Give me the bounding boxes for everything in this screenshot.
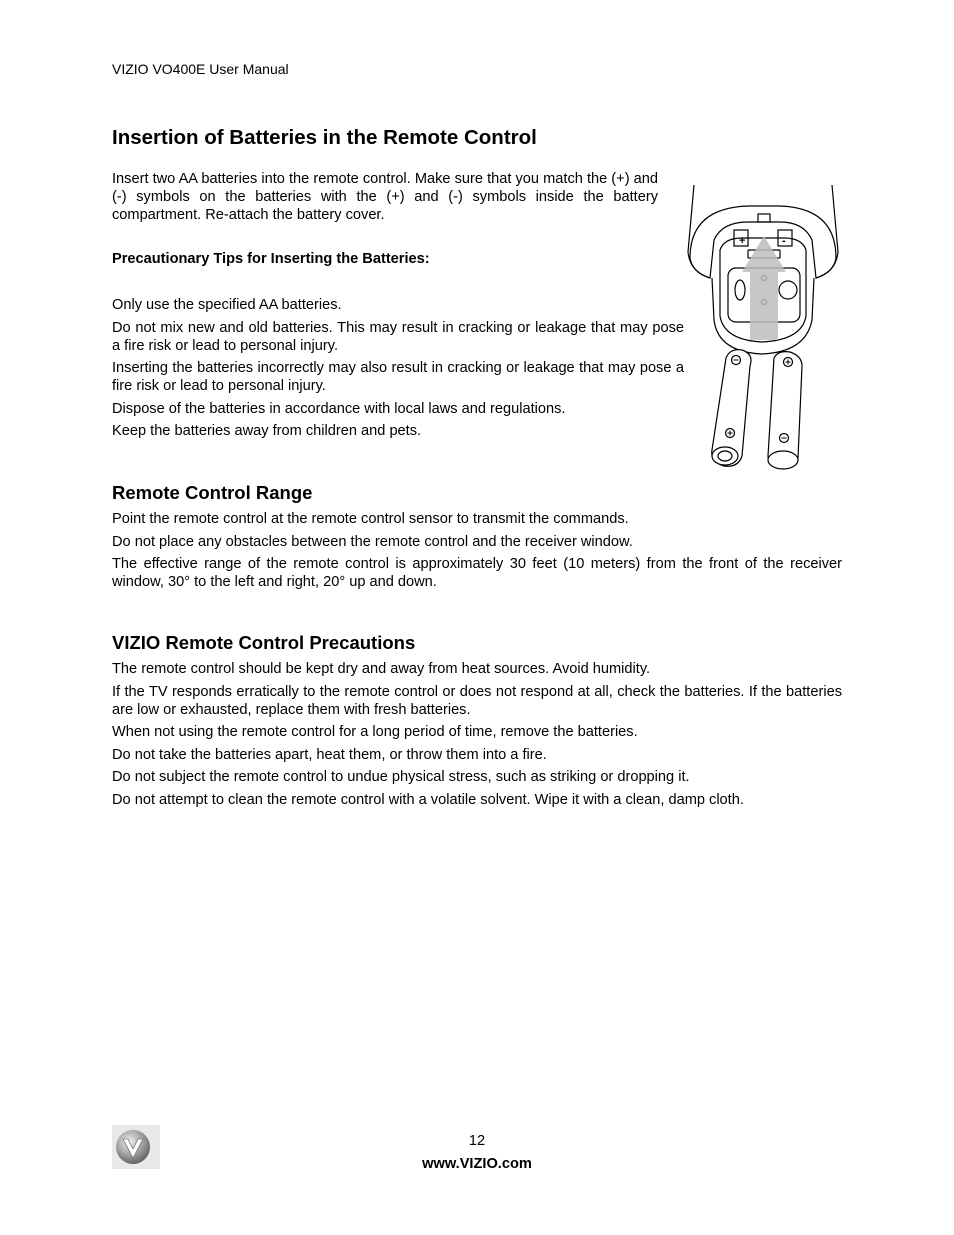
precaution-paragraph: Do not take the batteries apart, heat them, or throw them into a fire. xyxy=(112,746,547,763)
tip-item: Inserting the batteries incorrectly may also result in cracking or leakage that may pose a fire risk or lead to personal injury. xyxy=(112,360,684,394)
aa-battery-right-icon xyxy=(768,352,802,469)
running-header: VIZIO VO400E User Manual xyxy=(112,61,289,77)
precautions-section-body xyxy=(112,660,842,813)
range-paragraph: The effective range of the remote control is approximately 30 feet (10 meters) from the front of the receiver window, 30° to the left and right, 20° up and down. xyxy=(112,556,842,590)
batteries-intro-paragraph: Insert two AA batteries into the remote control. Make sure that you match the (+) and (-) symbols on the batteries with the (+) and (-) symbols inside the battery compartment. Re-attach the battery cover. xyxy=(112,171,658,223)
aa-battery-left-icon xyxy=(712,350,751,467)
section-title-range: Remote Control Range xyxy=(112,482,313,503)
website-link[interactable]: www.VIZIO.com xyxy=(422,1156,532,1172)
tips-list xyxy=(112,296,684,445)
precaution-paragraph: The remote control should be kept dry and away from heat sources. Avoid humidity. xyxy=(112,661,651,677)
section-title-batteries: Insertion of Batteries in the Remote Control xyxy=(112,126,537,149)
page-number: 12 xyxy=(468,1133,486,1149)
precaution-paragraph: Do not subject the remote control to undue physical stress, such as striking or dropping it. xyxy=(112,769,690,785)
tips-subheading: Precautionary Tips for Inserting the Batteries: xyxy=(112,251,430,267)
compartment-plus-label: + xyxy=(739,235,746,247)
range-section-body xyxy=(112,510,842,596)
range-paragraph: Point the remote control at the remote control sensor to transmit the commands. xyxy=(112,511,629,527)
battery-insertion-illustration xyxy=(684,180,844,480)
tip-item: Only use the specified AA batteries. xyxy=(112,297,342,313)
tip-item: Do not mix new and old batteries. This may result in cracking or leakage that may pose a fire risk or lead to personal injury. xyxy=(112,319,684,354)
compartment-minus-label: - xyxy=(782,235,786,247)
tip-item: Keep the batteries away from children and pets. xyxy=(112,423,422,439)
range-paragraph: Do not place any obstacles between the remote control and the receiver window. xyxy=(112,533,633,550)
precaution-paragraph: If the TV responds erratically to the remote control or does not respond at all, check the batteries. If the batteries are low or exhausted, replace them with fresh batteries. xyxy=(112,683,842,718)
precaution-paragraph: When not using the remote control for a long period of time, remove the batteries. xyxy=(112,724,638,740)
precaution-paragraph: Do not attempt to clean the remote control with a volatile solvent. Wipe it with a clean, damp cloth. xyxy=(112,791,744,808)
section-title-precautions: VIZIO Remote Control Precautions xyxy=(112,632,416,653)
tip-item: Dispose of the batteries in accordance with local laws and regulations. xyxy=(112,400,566,417)
